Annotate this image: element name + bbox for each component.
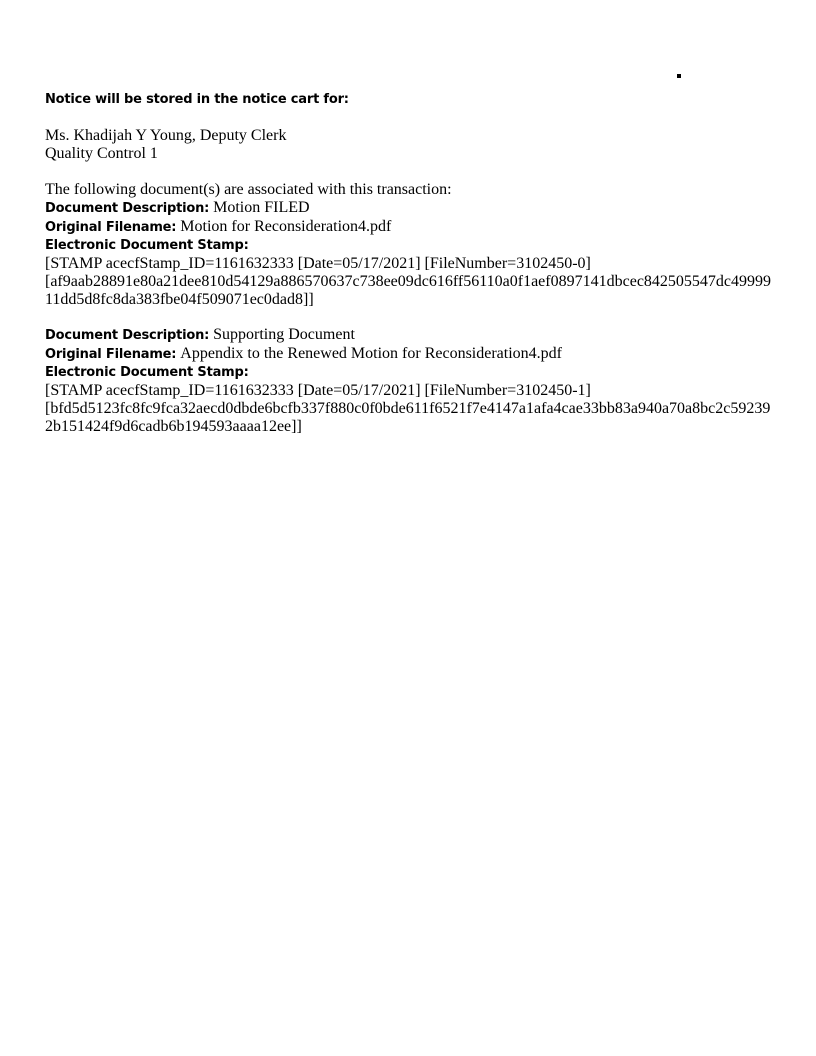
recipient-queue: Quality Control 1 <box>45 145 158 162</box>
original-filename-label: Original Filename: <box>45 220 177 235</box>
recipient-block <box>45 127 785 163</box>
original-filename-value: Appendix to the Renewed Motion for Reconsideration4.pdf <box>180 345 562 362</box>
page-marker <box>677 74 681 78</box>
document-description-row <box>45 199 785 218</box>
document-stamp-label: Electronic Document Stamp: <box>45 365 249 380</box>
transaction-intro: The following document(s) are associated with this transaction: <box>45 181 452 198</box>
document-entry-1 <box>45 199 785 309</box>
document-stamp-label: Electronic Document Stamp: <box>45 238 249 253</box>
original-filename-row <box>45 345 785 364</box>
stamp-line: 11dd5d8fc8da383fbe04f509071ec0dad8]] <box>45 291 314 308</box>
document-description-row <box>45 326 785 345</box>
stamp-line: [af9aab28891e80a21dee810d54129a886570637c738ee09dc616ff56110a0f1aef0897141dbcec842505547dc49999 <box>45 273 772 290</box>
original-filename-value: Motion for Reconsideration4.pdf <box>180 218 392 235</box>
stamp-line: [bfd5d5123fc8fc9fca32aecd0dbde6bcfb337f880c0f0bde611f6521f7e4147a1afa4cae33bb83a940a70a8bc2c59239 <box>45 400 771 417</box>
document-entry-2 <box>45 326 785 436</box>
stamp-line: 2b151424f9d6cadb6b194593aaaa12ee]] <box>45 418 302 435</box>
original-filename-label: Original Filename: <box>45 347 177 362</box>
notice-page <box>45 91 785 436</box>
stamp-line: [STAMP acecfStamp_ID=1161632333 [Date=05/17/2021] [FileNumber=3102450-0] <box>45 255 591 272</box>
stamp-line: [STAMP acecfStamp_ID=1161632333 [Date=05/17/2021] [FileNumber=3102450-1] <box>45 382 591 399</box>
document-description-label: Document Description: <box>45 201 210 216</box>
document-description-value: Supporting Document <box>213 326 355 343</box>
document-stamp <box>45 255 775 309</box>
document-description-value: Motion FILED <box>213 199 310 216</box>
recipient-name: Ms. Khadijah Y Young, Deputy Clerk <box>45 127 287 144</box>
document-stamp <box>45 382 775 436</box>
notice-heading: Notice will be stored in the notice cart for: <box>45 92 349 107</box>
document-description-label: Document Description: <box>45 328 210 343</box>
original-filename-row <box>45 218 785 237</box>
